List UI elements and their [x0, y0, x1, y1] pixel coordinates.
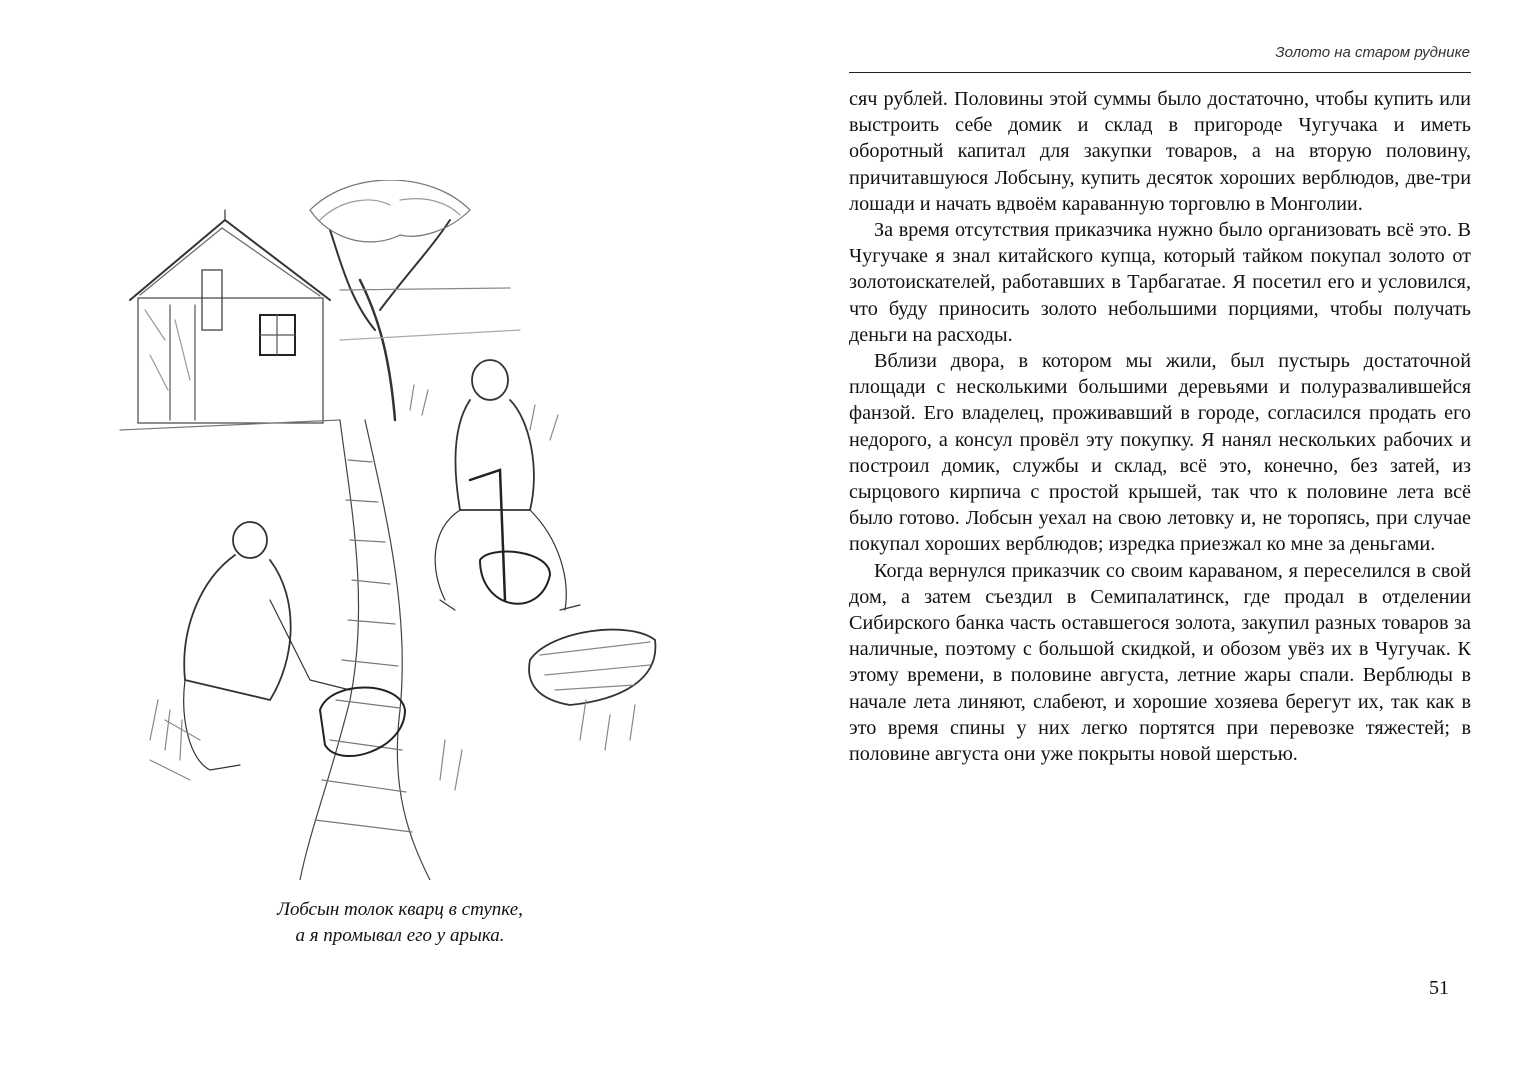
- pencil-illustration: [110, 180, 670, 880]
- paragraph: сяч рублей. Половины этой суммы было достаточно, чтобы купить или выстроить себе домик и склад в пригороде Чугучака и иметь оборотный капитал для закупки товаров, а на вторую половину, причитавшуюся Лобсыну, купить десяток хороших верблюдов, две-три лошади и начать вдвоём караванную торговлю в Монголии.: [849, 88, 1471, 215]
- paragraph: Вблизи двора, в котором мы жили, был пустырь достаточной площади с несколькими большими деревьями и полуразвалившейся фанзой. Его владелец, проживавший в городе, согласился продать его недорого, а консул провёл эту покупку. Я нанял нескольких рабочих и построил домик, службы и склад, всё это, конечно, без затей, из сырцового кирпича с простой крышей, так что к половине лета всё было готово. Лобсын уехал на свою летовку и, не торопясь, при случае покупал хороших верблюдов; изредка приезжал ко мне за деньгами.: [849, 350, 1471, 556]
- illustration-caption: [200, 897, 600, 949]
- tree-drawing: [310, 180, 470, 420]
- caption-line-2: а я промывал его у арыка.: [295, 925, 505, 946]
- page-number: 51: [1429, 977, 1449, 999]
- ditch-drawing: [300, 420, 430, 880]
- caption-line-1: Лобсын толок кварц в ступке,: [277, 899, 523, 920]
- basket-drawing: [529, 630, 655, 705]
- man-with-mortar-drawing: [435, 360, 580, 610]
- paragraph: Когда вернулся приказчик со своим караваном, я переселился в свой дом, а затем съездил в Семипалатинск, где продал в отделении Сибирского банка часть оставшегося золота, закупил разных товаров за наличные, поэтому с большой скидкой, и обозом увёз их в Чугучак. К этому времени, в половине августа, летние жары спали. Верблюды в начале лета линяют, слабеют, и хорошие хозяева берегут их, так как в это время спины у них легко портятся при перевозке тяжестей; в половине августа они уже покрыты новой шерстью.: [849, 559, 1471, 766]
- man-with-pan-drawing: [150, 522, 405, 780]
- running-head: Золото на старом руднике: [1275, 44, 1470, 61]
- body-text: [849, 86, 1471, 767]
- house-drawing: [120, 210, 340, 430]
- header-rule: [849, 72, 1471, 73]
- paragraph: За время отсутствия приказчика нужно было организовать всё это. В Чугучаке я знал китайского купца, который тайком покупал золото от золотоискателей, работавших в Тарбагатае. Я посетил его и условился, что буду приносить золото небольшими порциями, чтобы получать деньги на расходы.: [849, 219, 1471, 346]
- right-page: [761, 0, 1522, 1080]
